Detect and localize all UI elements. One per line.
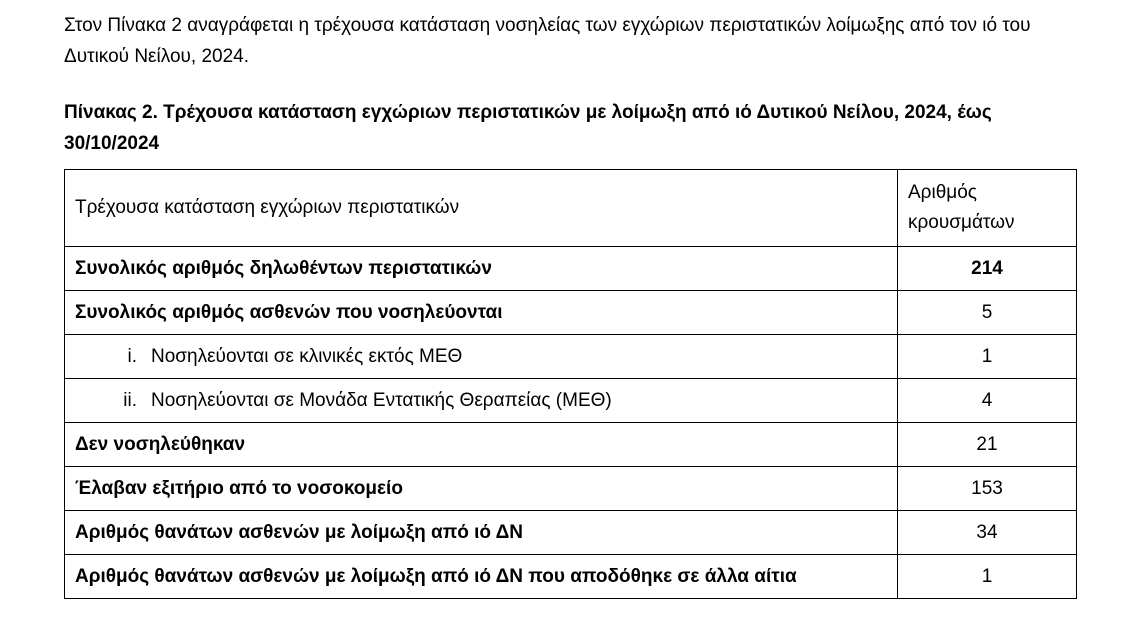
row-value: 21 xyxy=(898,423,1077,467)
intro-paragraph: Στον Πίνακα 2 αναγράφεται η τρέχουσα κατάσταση νοσηλείας των εγχώριων περιστατικών λοίμωξης από τον ιό του Δυτικού Νείλου, 2024. xyxy=(64,15,1031,67)
row-marker: ii. xyxy=(123,389,137,411)
row-label: Νοσηλεύονται σε Μονάδα Εντατικής Θεραπείας (ΜΕΘ) xyxy=(151,389,612,411)
row-value: 5 xyxy=(898,291,1077,335)
table-row-deaths-other-causes xyxy=(65,555,1077,599)
table-row-non-icu xyxy=(65,335,1077,379)
row-value: 1 xyxy=(898,555,1077,599)
status-table xyxy=(64,169,1077,599)
row-marker: i. xyxy=(127,345,137,367)
table-row-total-reported xyxy=(65,247,1077,291)
table-row-not-hospitalized xyxy=(65,423,1077,467)
row-value: 4 xyxy=(898,379,1077,423)
row-label: Συνολικός αριθμός δηλωθέντων περιστατικών xyxy=(65,247,898,291)
row-label: Αριθμός θανάτων ασθενών με λοίμωξη από ιό ΔΝ που αποδόθηκε σε άλλα αίτια xyxy=(65,555,898,599)
row-value: 153 xyxy=(898,467,1077,511)
row-label: Νοσηλεύονται σε κλινικές εκτός ΜΕΘ xyxy=(151,345,463,367)
row-label: Αριθμός θανάτων ασθενών με λοίμωξη από ιό ΔΝ xyxy=(65,511,898,555)
table-header-row xyxy=(65,170,1077,247)
row-label: Συνολικός αριθμός ασθενών που νοσηλεύονται xyxy=(65,291,898,335)
row-label-cell xyxy=(65,379,898,423)
table-caption: Πίνακας 2. Τρέχουσα κατάσταση εγχώριων περιστατικών με λοίμωξη από ιό Δυτικού Νείλου, 2024, έως 30/10/2024 xyxy=(64,102,992,154)
header-status: Τρέχουσα κατάσταση εγχώριων περιστατικών xyxy=(65,170,898,247)
row-label: Δεν νοσηλεύθηκαν xyxy=(65,423,898,467)
row-value: 214 xyxy=(898,247,1077,291)
table-row-discharged xyxy=(65,467,1077,511)
row-label: Έλαβαν εξιτήριο από το νοσοκομείο xyxy=(65,467,898,511)
row-label-cell xyxy=(65,335,898,379)
row-value: 1 xyxy=(898,335,1077,379)
table-row-icu xyxy=(65,379,1077,423)
header-cases: Αριθμός κρουσμάτων xyxy=(898,170,1077,247)
table-row-total-hospitalized xyxy=(65,291,1077,335)
table-row-deaths xyxy=(65,511,1077,555)
row-value: 34 xyxy=(898,511,1077,555)
